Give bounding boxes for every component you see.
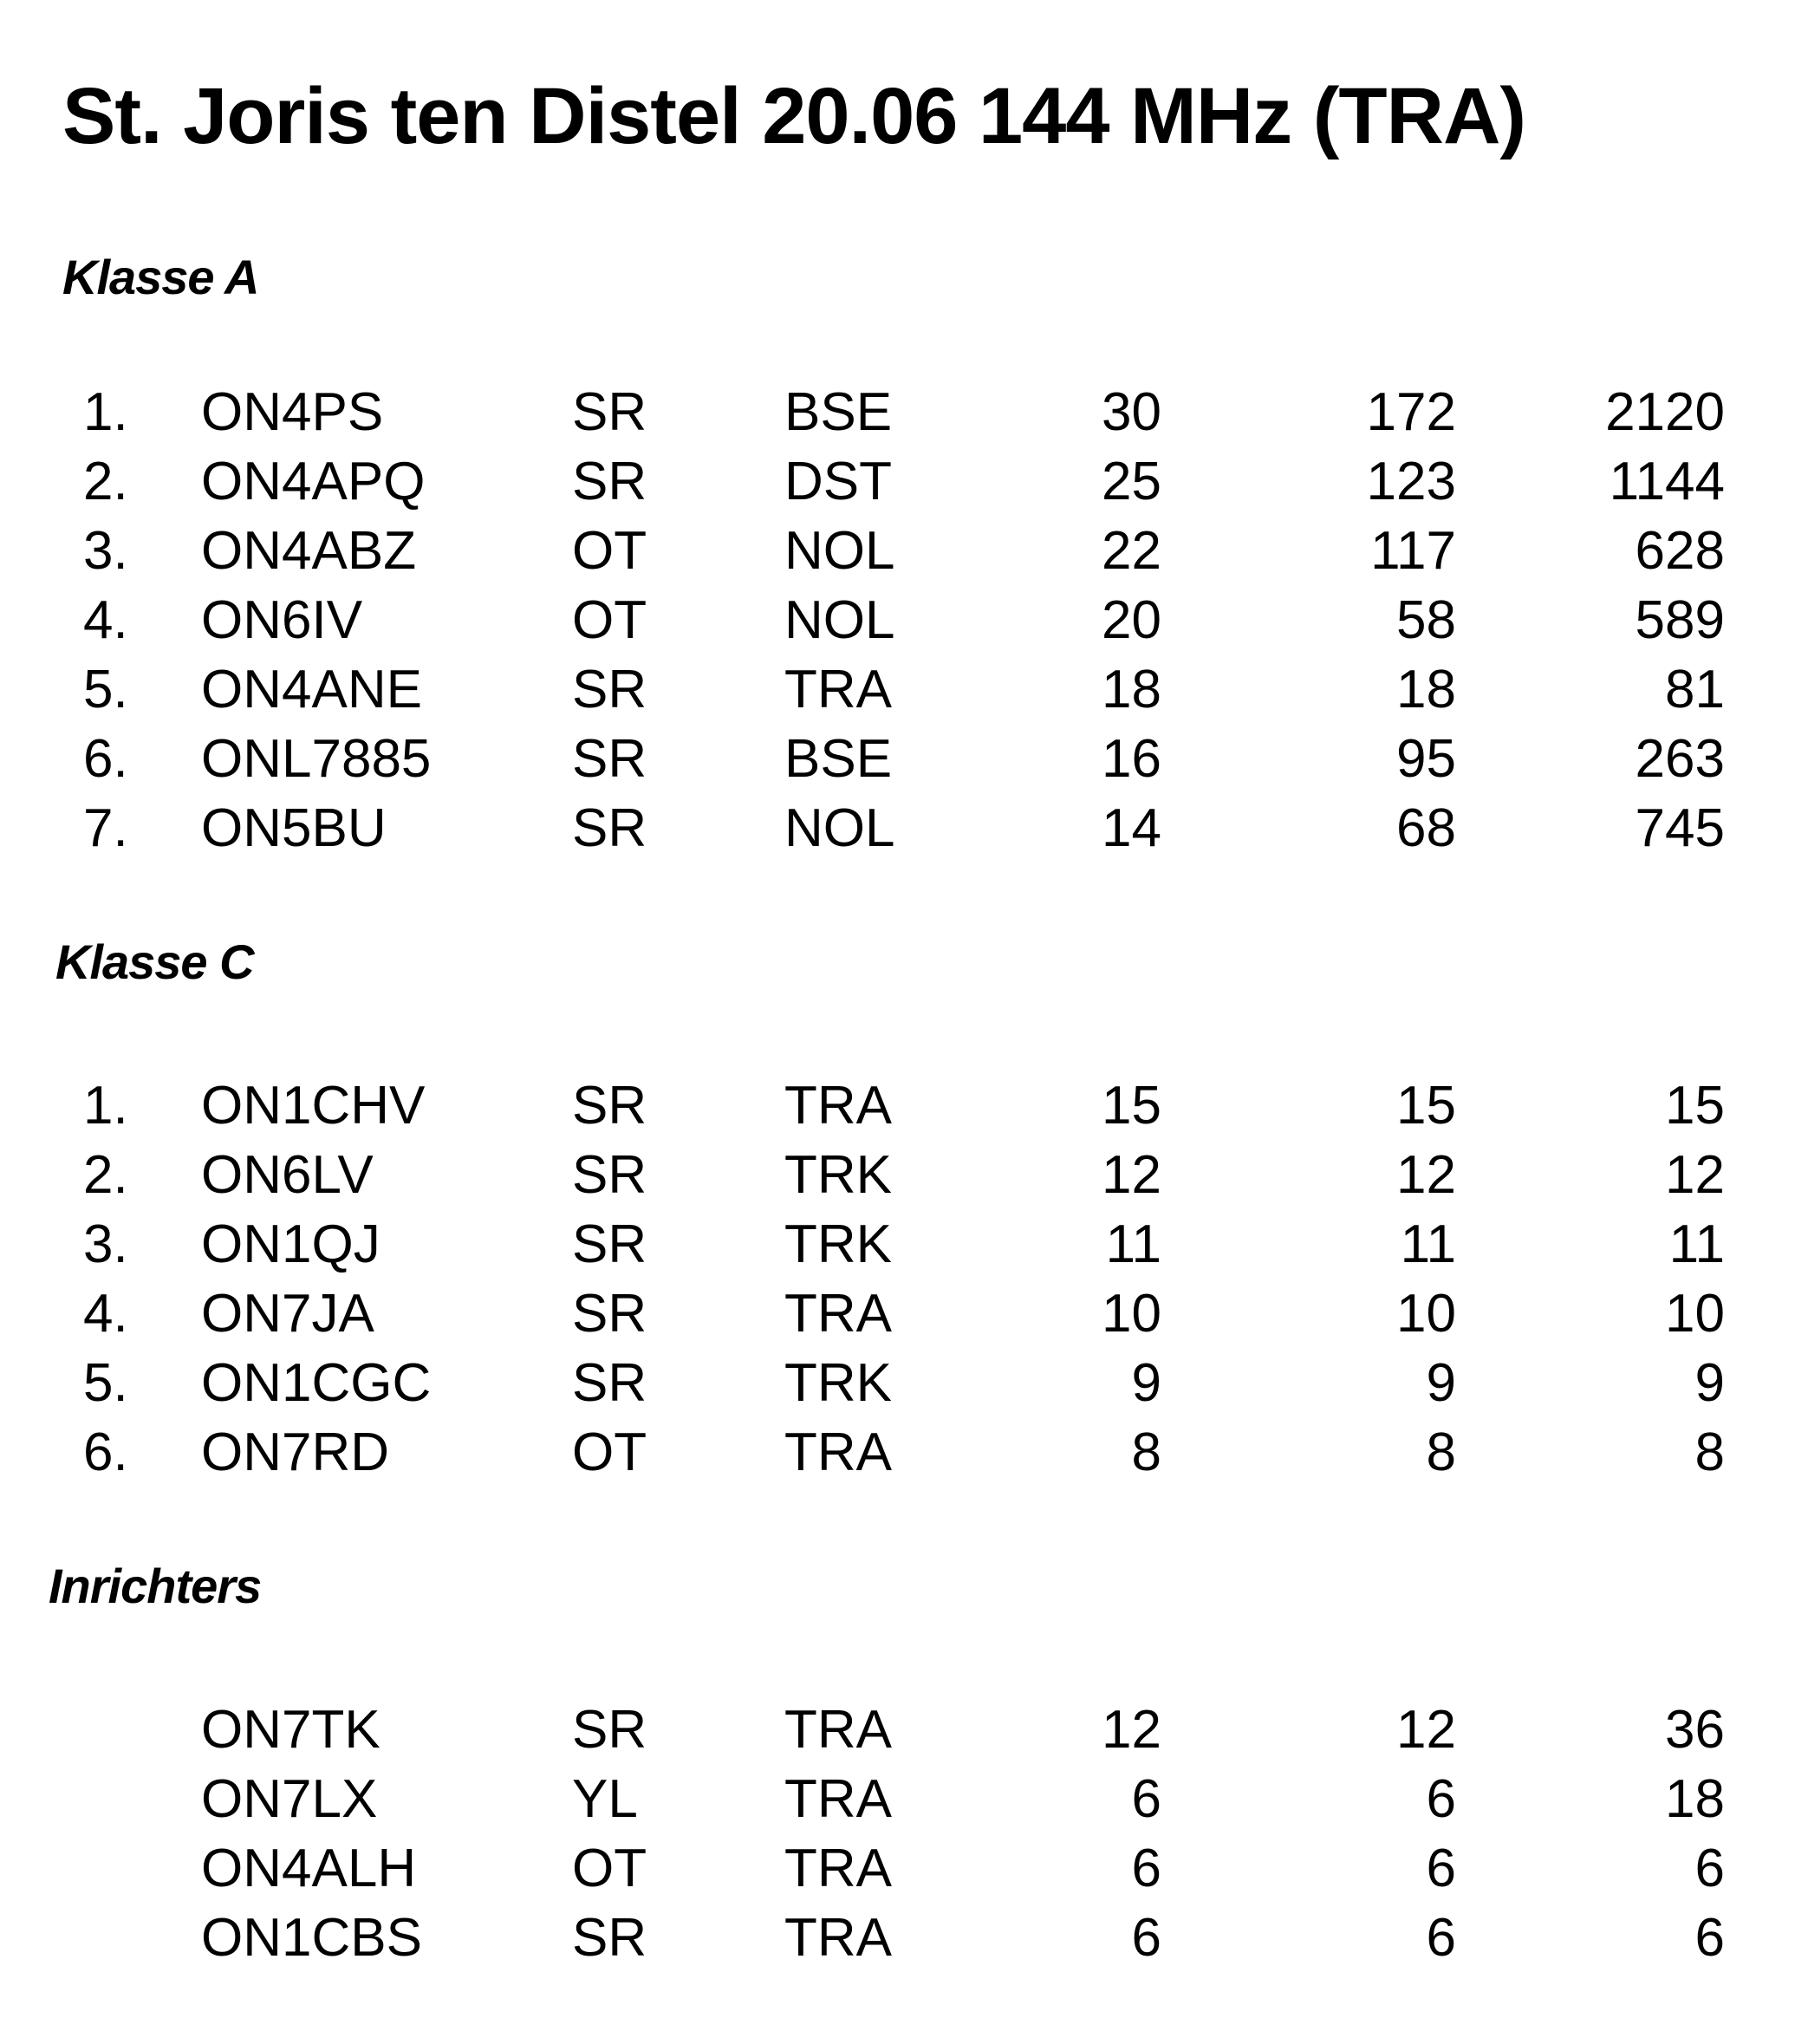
rank: 1. xyxy=(83,1076,128,1136)
locality: TRA xyxy=(784,1422,892,1482)
locality: TRA xyxy=(784,1284,892,1344)
callsign: ON7JA xyxy=(201,1284,374,1344)
qso-count: 25 xyxy=(1102,452,1161,511)
section-heading-klasse-c: Klasse C xyxy=(55,934,254,989)
category: SR xyxy=(572,1700,647,1760)
locality: TRA xyxy=(784,1839,892,1898)
result-row xyxy=(0,1418,1808,1487)
score: 1144 xyxy=(1609,452,1725,511)
result-row xyxy=(0,1141,1808,1210)
score: 9 xyxy=(1694,1353,1725,1413)
points: 6 xyxy=(1426,1769,1456,1829)
locality: TRK xyxy=(784,1353,892,1413)
points: 10 xyxy=(1396,1284,1456,1344)
callsign: ON4PS xyxy=(201,382,384,442)
score: 18 xyxy=(1665,1769,1725,1829)
points: 123 xyxy=(1366,452,1456,511)
rank: 5. xyxy=(83,660,128,719)
result-row xyxy=(0,1210,1808,1279)
locality: TRA xyxy=(784,1769,892,1829)
callsign: ON7RD xyxy=(201,1422,390,1482)
category: SR xyxy=(572,382,647,442)
rank: 4. xyxy=(83,590,128,650)
score: 6 xyxy=(1694,1839,1725,1898)
points: 172 xyxy=(1366,382,1456,442)
callsign: ON1CGC xyxy=(201,1353,432,1413)
rank: 1. xyxy=(83,382,128,442)
points: 6 xyxy=(1426,1908,1456,1968)
result-row xyxy=(0,725,1808,794)
score: 8 xyxy=(1694,1422,1725,1482)
rank: 3. xyxy=(83,521,128,581)
locality: TRA xyxy=(784,660,892,719)
callsign: ON4ANE xyxy=(201,660,422,719)
qso-count: 11 xyxy=(1105,1214,1161,1274)
category: SR xyxy=(572,729,647,789)
callsign: ON4APQ xyxy=(201,452,426,511)
rank: 3. xyxy=(83,1214,128,1274)
category: SR xyxy=(572,1284,647,1344)
points: 68 xyxy=(1396,798,1456,858)
qso-count: 14 xyxy=(1102,798,1161,858)
points: 12 xyxy=(1396,1700,1456,1760)
rank: 4. xyxy=(83,1284,128,1344)
locality: TRA xyxy=(784,1076,892,1136)
score: 628 xyxy=(1635,521,1725,581)
qso-count: 8 xyxy=(1131,1422,1161,1482)
category: OT xyxy=(572,1839,647,1898)
locality: BSE xyxy=(784,729,893,789)
score: 6 xyxy=(1694,1908,1725,1968)
section-heading-inrichters: Inrichters xyxy=(49,1559,262,1613)
qso-count: 20 xyxy=(1102,590,1161,650)
locality: TRK xyxy=(784,1145,892,1205)
category: OT xyxy=(572,590,647,650)
result-row xyxy=(0,794,1808,863)
points: 18 xyxy=(1396,660,1456,719)
section-heading-klasse-a: Klasse A xyxy=(62,250,259,304)
locality: TRA xyxy=(784,1700,892,1760)
category: SR xyxy=(572,1353,647,1413)
qso-count: 6 xyxy=(1131,1908,1161,1968)
rank: 2. xyxy=(83,452,128,511)
rank: 7. xyxy=(83,798,128,858)
result-row xyxy=(0,1765,1808,1834)
callsign: ON1CHV xyxy=(201,1076,426,1136)
points: 58 xyxy=(1396,590,1456,650)
callsign: ON1QJ xyxy=(201,1214,380,1274)
result-row xyxy=(0,586,1808,655)
score: 10 xyxy=(1665,1284,1725,1344)
qso-count: 15 xyxy=(1102,1076,1161,1136)
callsign: ON4ALH xyxy=(201,1839,417,1898)
locality: NOL xyxy=(784,521,895,581)
locality: TRK xyxy=(784,1214,892,1274)
callsign: ON7TK xyxy=(201,1700,380,1760)
score: 263 xyxy=(1635,729,1725,789)
category: SR xyxy=(572,1076,647,1136)
qso-count: 6 xyxy=(1131,1769,1161,1829)
score: 15 xyxy=(1665,1076,1725,1136)
callsign: ON6IV xyxy=(201,590,363,650)
category: SR xyxy=(572,452,647,511)
category: YL xyxy=(572,1769,638,1829)
locality: DST xyxy=(784,452,892,511)
points: 8 xyxy=(1426,1422,1456,1482)
result-row xyxy=(0,447,1808,517)
result-row xyxy=(0,1904,1808,1973)
score: 2120 xyxy=(1605,382,1725,442)
category: OT xyxy=(572,521,647,581)
qso-count: 22 xyxy=(1102,521,1161,581)
callsign: ON1CBS xyxy=(201,1908,422,1968)
points: 11 xyxy=(1400,1214,1456,1274)
qso-count: 6 xyxy=(1131,1839,1161,1898)
result-row xyxy=(0,1834,1808,1904)
rank: 6. xyxy=(83,1422,128,1482)
points: 12 xyxy=(1396,1145,1456,1205)
score: 81 xyxy=(1665,660,1725,719)
category: SR xyxy=(572,1214,647,1274)
rank: 6. xyxy=(83,729,128,789)
points: 95 xyxy=(1396,729,1456,789)
category: SR xyxy=(572,1908,647,1968)
category: SR xyxy=(572,798,647,858)
result-row xyxy=(0,1696,1808,1765)
result-row xyxy=(0,1279,1808,1349)
result-row xyxy=(0,378,1808,447)
callsign: ON6LV xyxy=(201,1145,374,1205)
points: 6 xyxy=(1426,1839,1456,1898)
callsign: ON4ABZ xyxy=(201,521,417,581)
category: SR xyxy=(572,1145,647,1205)
points: 15 xyxy=(1396,1076,1456,1136)
score: 589 xyxy=(1635,590,1725,650)
category: OT xyxy=(572,1422,647,1482)
locality: NOL xyxy=(784,590,895,650)
rank: 5. xyxy=(83,1353,128,1413)
callsign: ONL7885 xyxy=(201,729,432,789)
category: SR xyxy=(572,660,647,719)
rank: 2. xyxy=(83,1145,128,1205)
qso-count: 10 xyxy=(1102,1284,1161,1344)
qso-count: 30 xyxy=(1102,382,1161,442)
result-row xyxy=(0,655,1808,725)
locality: NOL xyxy=(784,798,895,858)
callsign: ON7LX xyxy=(201,1769,378,1829)
callsign: ON5BU xyxy=(201,798,387,858)
score: 11 xyxy=(1668,1214,1725,1274)
locality: BSE xyxy=(784,382,893,442)
qso-count: 18 xyxy=(1102,660,1161,719)
score: 12 xyxy=(1665,1145,1725,1205)
locality: TRA xyxy=(784,1908,892,1968)
score: 745 xyxy=(1635,798,1725,858)
qso-count: 12 xyxy=(1102,1145,1161,1205)
qso-count: 12 xyxy=(1102,1700,1161,1760)
points: 117 xyxy=(1370,521,1456,581)
result-row xyxy=(0,1071,1808,1141)
qso-count: 9 xyxy=(1131,1353,1161,1413)
result-row xyxy=(0,1349,1808,1418)
points: 9 xyxy=(1426,1353,1456,1413)
page-title: St. Joris ten Distel 20.06 144 MHz (TRA) xyxy=(62,72,1526,160)
result-row xyxy=(0,517,1808,586)
score: 36 xyxy=(1665,1700,1725,1760)
qso-count: 16 xyxy=(1102,729,1161,789)
